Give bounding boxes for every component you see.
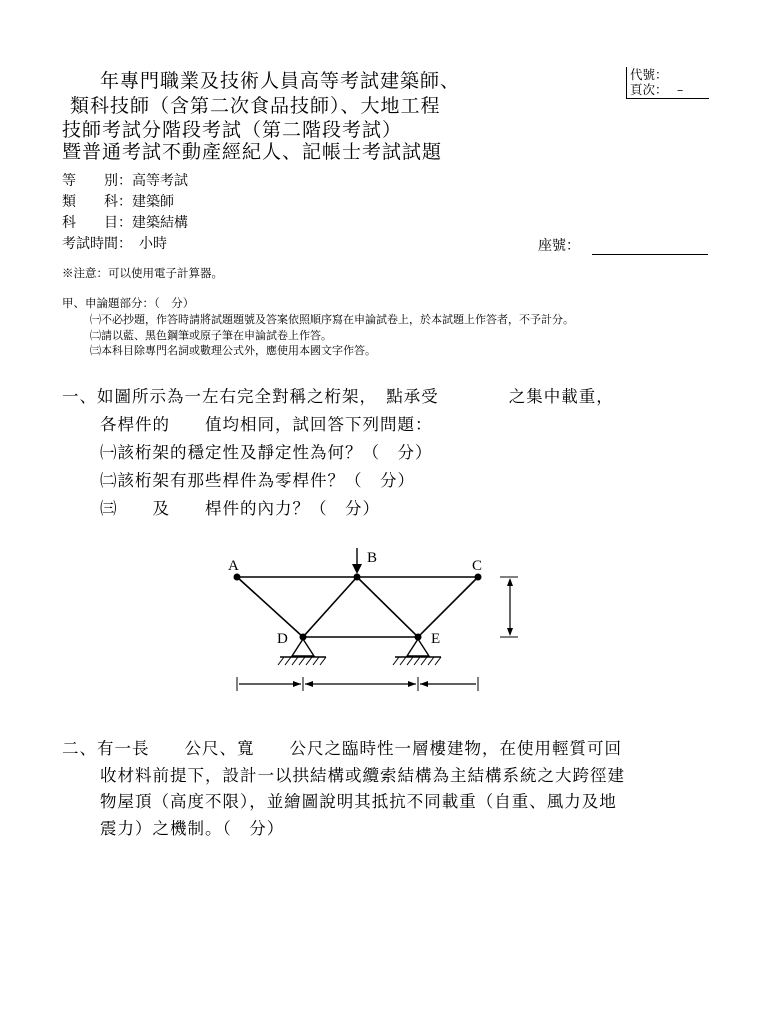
exam-title-line-2: 類科技師（含第二次食品技師）、大地工程: [70, 95, 441, 117]
truss-diagram: [220, 540, 520, 700]
load-arrow-icon: [352, 548, 362, 574]
seat-label: 座號：: [538, 238, 580, 254]
member-a-d: [237, 577, 303, 637]
label-b: B: [367, 550, 378, 566]
label-e: E: [431, 631, 441, 647]
question1-sub-2: ㈡該桁架有那些桿件為零桿件？（ 分）: [100, 471, 415, 490]
member-e-c: [418, 577, 478, 637]
question1-sub-1: ㈠該桁架的穩定性及靜定性為何？（ 分）: [100, 443, 433, 462]
code-box-underline: [627, 98, 709, 99]
label-d: D: [277, 631, 288, 647]
joint-b: [354, 574, 361, 581]
question1-line-2: 各桿件的 值均相同，試回答下列問題：: [100, 415, 433, 434]
member-d-b: [303, 577, 357, 637]
exam-category: 類 科：建築師: [62, 194, 174, 210]
member-b-e: [357, 577, 418, 637]
joint-a: [234, 574, 241, 581]
question1-sub-3: ㈢ 及 桿件的內力？（ 分）: [100, 499, 380, 518]
code-page-box: [626, 67, 709, 99]
exam-title-line-4: 暨普通考試不動產經紀人、記帳士考試試題: [62, 141, 443, 163]
joint-c: [475, 574, 482, 581]
question2-line-2: 收材料前提下，設計一以拱結構或纜索結構為主結構系統之大跨徑建: [100, 766, 625, 785]
exam-title-line-1: 年專門職業及技術人員高等考試建築師、: [100, 70, 461, 92]
instruction-item-2: ㈡請以藍、黑色鋼筆或原子筆在申論試卷上作答。: [90, 329, 332, 342]
exam-subject: 科 目：建築結構: [62, 215, 188, 231]
code-label: 代號：: [630, 67, 668, 82]
instruction-item-1: ㈠不必抄題，作答時請將試題題號及答案依照順序寫在申論試卷上，於本試題上作答者，不予計分。: [90, 313, 574, 326]
exam-time: 考試時間： 小時: [62, 236, 167, 252]
exam-grade: 等 別：高等考試: [62, 173, 188, 189]
label-c: C: [472, 558, 483, 574]
page-value: –: [677, 82, 684, 97]
question2-line-1: 二、有一長 公尺、寬 公尺之臨時性一層樓建物，在使用輕質可回: [62, 739, 622, 758]
question1-line-1: 一、如圖所示為一左右完全對稱之桁架， 點承受 之集中載重，: [62, 387, 614, 406]
span-dimensions: [237, 677, 478, 691]
calculator-notice: ※注意：可以使用電子計算器。: [62, 266, 223, 280]
question2-line-3: 物屋頂（高度不限），並繪圖說明其抵抗不同載重（自重、風力及地: [100, 792, 617, 811]
instruction-item-3: ㈢本科目除專門名詞或數理公式外，應使用本國文字作答。: [90, 344, 376, 357]
seat-number-line: [592, 254, 708, 255]
label-a: A: [228, 558, 239, 574]
page-label: 頁次：: [630, 82, 668, 97]
height-dimension: [500, 577, 518, 637]
question2-line-4: 震力）之機制。（ 分）: [100, 819, 285, 838]
section-heading: 甲、申論題部分：（ 分）: [62, 296, 195, 310]
exam-title-line-3: 技師考試分階段考試（第二階段考試）: [62, 119, 403, 141]
